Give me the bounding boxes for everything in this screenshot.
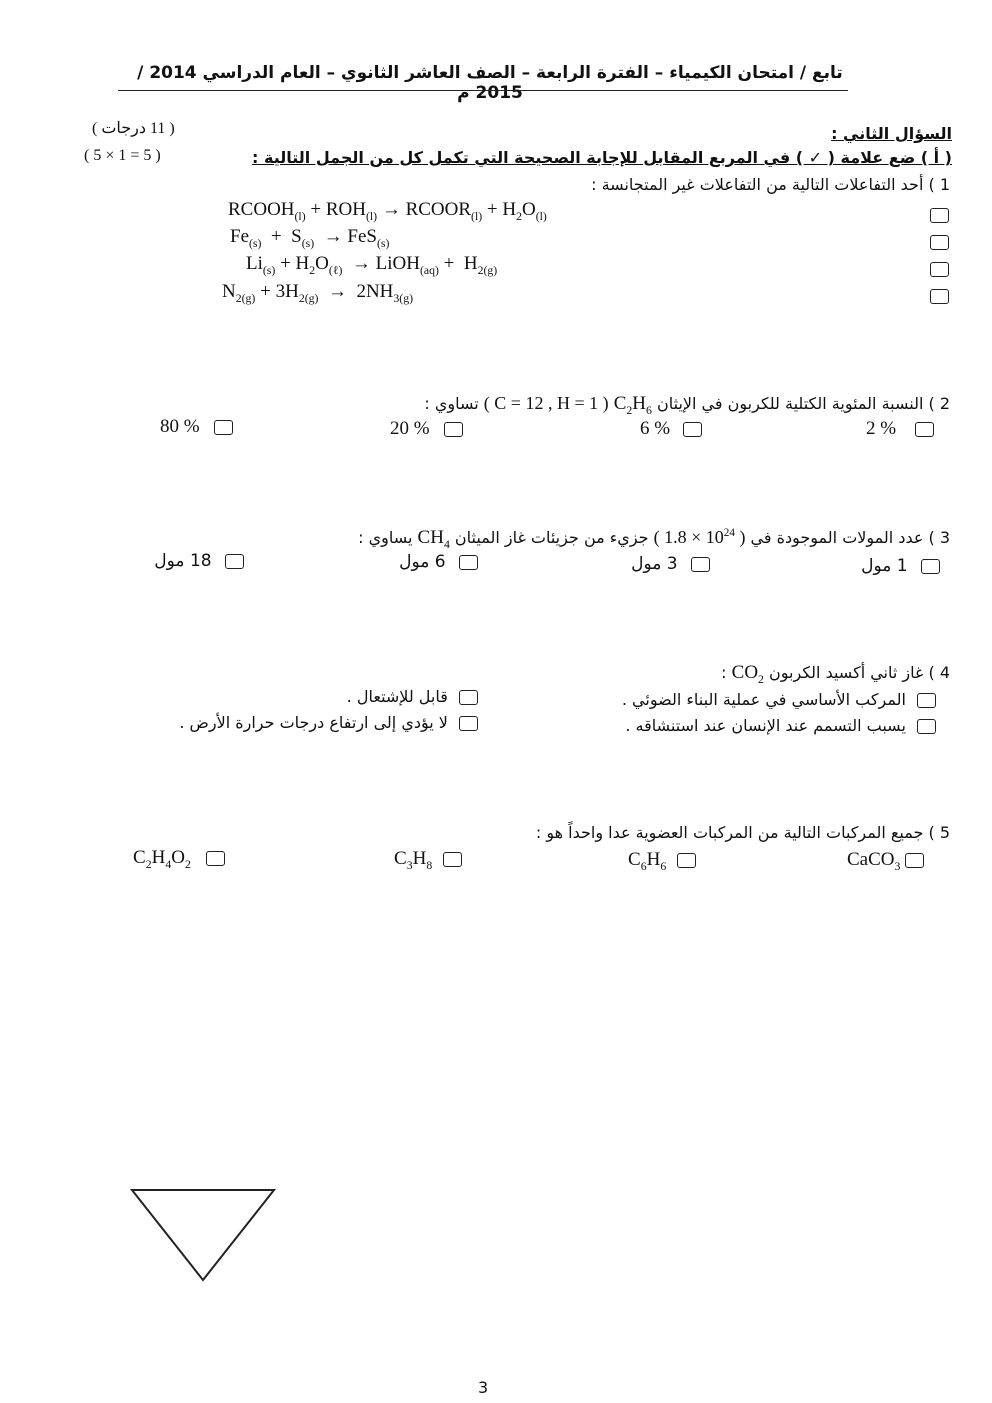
r1-plus-2: + (486, 199, 498, 220)
r2-state-1: (s) (249, 236, 262, 250)
q3-option-3-checkbox[interactable] (459, 555, 478, 570)
turn-page-triangle-icon (128, 1186, 278, 1286)
q4-option-1-label: المركب الأساسي في عملية البناء الضوئي . (621, 690, 906, 709)
q5-c2-c: H (646, 849, 661, 870)
q3-option-1-checkbox[interactable] (921, 559, 940, 574)
q5-c3-d: 8 (426, 858, 433, 872)
reaction-4 (222, 281, 413, 306)
q5-c2-d: 6 (660, 859, 667, 873)
q5-option-4-checkbox[interactable] (206, 851, 225, 866)
q4-option-3-label: يسبب التسمم عند الإنسان عند استنشاقه . (625, 716, 906, 735)
r1-state-2: (l) (365, 209, 378, 223)
r2-fe: Fe (230, 226, 249, 247)
r4-n-sub (236, 292, 256, 305)
q4-text (721, 662, 950, 687)
q2-condition: ( C = 12 , H = 1 ) (483, 393, 609, 413)
q1-text (591, 175, 950, 194)
q2-formula-h: H (632, 393, 646, 414)
r4-nh-sub (393, 292, 413, 305)
r3-plus-1: + (280, 253, 291, 274)
q5-c4-d: 4 (165, 857, 172, 871)
q3-quantity-base: ( 1.8 × 10 (653, 527, 724, 547)
q5-option-4-formula (133, 847, 191, 871)
section-a-marks: ( 5 × 1 = 5 ) (84, 147, 161, 164)
q2-number: 2 ) (928, 394, 950, 413)
r3-plus-2: + (443, 253, 455, 274)
r1-state-4: (l) (535, 209, 547, 223)
header-rule (118, 90, 848, 91)
q4-option-4-label: لا يؤدي إلى ارتفاع درجات حرارة الأرض . (179, 713, 448, 732)
q4-option-2-checkbox[interactable] (459, 690, 478, 705)
q5-option-3-checkbox[interactable] (443, 852, 462, 867)
q1-number: 1 ) (928, 175, 950, 194)
q3-option-4 (154, 551, 244, 571)
q5-option-1-checkbox[interactable] (905, 853, 924, 868)
r1-rcoor: RCOOR (405, 199, 472, 220)
q1-option-2-checkbox[interactable] (930, 235, 949, 250)
q5-option-1-formula (847, 849, 901, 873)
r2-state-3: (s) (376, 236, 390, 250)
r4-plus: + (260, 281, 271, 302)
r4-arrow: → (327, 281, 347, 302)
r3-lioh: LiOH (375, 253, 420, 274)
q2-option-2-label: 6 % (640, 418, 671, 439)
q2-text (424, 393, 950, 418)
q5-option-2-checkbox[interactable] (677, 853, 696, 868)
page-header: تابع / امتحان الكيمياء – الفترة الرابعة – الصف العاشر الثانوي – العام الدراسي 2014 / 2015 م (137, 63, 843, 103)
r3-arrow: → (351, 253, 371, 274)
r4-state-3: (g) (399, 291, 414, 305)
q2-stem-end: تساوي : (424, 394, 479, 413)
q2-option-2-checkbox[interactable] (683, 422, 702, 437)
q5-c4-e: O (171, 847, 185, 868)
q5-c4-b: 2 (145, 857, 152, 871)
r3-o: O (315, 253, 329, 274)
q3-methane-sub: 4 (443, 537, 450, 551)
r2-state-2: (s) (301, 236, 315, 250)
q3-stem-start: عدد المولات الموجودة في (750, 528, 924, 547)
q5-c4-c: H (151, 847, 166, 868)
q4-option-2 (347, 687, 478, 706)
r4-state-1: (g) (241, 291, 256, 305)
r4-h-sub-num: 2 (298, 291, 305, 305)
q3-option-4-checkbox[interactable] (225, 554, 244, 569)
q4-option-4-checkbox[interactable] (459, 716, 478, 731)
r1-arrow: → (381, 199, 401, 220)
q5-c3-a: C (394, 848, 407, 869)
r3-state-3: (aq) (419, 263, 439, 277)
q3-option-1 (861, 556, 940, 576)
section-a-instruction: ( أ ) ضع علامة ( ✓ ) في المربع المقابل للإجابة الصحيحة التي تكمل كل من الجمل التالية : (252, 148, 952, 167)
page-number: 3 (478, 1378, 489, 1397)
r4-h-sub (299, 292, 319, 305)
r1-roh: ROH (325, 199, 366, 220)
q3-quantity (654, 527, 746, 547)
q3-stem-end: يساوي : (358, 528, 413, 547)
q5-stem: جميع المركبات التالية من المركبات العضوية عدا واحداً هو : (535, 823, 924, 842)
q4-option-4 (179, 713, 478, 732)
q4-option-1 (622, 690, 936, 709)
q5-option-3-formula (394, 848, 433, 872)
q2-formula (613, 393, 652, 417)
q5-text (536, 823, 950, 842)
r3-h2-sub-num: 2 (477, 263, 484, 277)
q1-option-1-checkbox[interactable] (930, 208, 949, 223)
r3-h: H (295, 253, 310, 274)
q2-option-2 (640, 418, 702, 440)
q4-stem: غاز ثاني أكسيد الكربون (769, 663, 924, 682)
q3-option-2 (631, 554, 710, 574)
r3-state-4: (g) (483, 263, 498, 277)
r2-plus: + (270, 226, 282, 247)
q2-option-1-checkbox[interactable] (915, 422, 934, 437)
q5-option-4 (133, 847, 225, 872)
r3-h2: H (463, 253, 478, 274)
r4-state-2: (g) (304, 291, 319, 305)
r1-state-1: (l) (294, 209, 306, 223)
q5-c4-f: 2 (184, 857, 191, 871)
q4-option-1-checkbox[interactable] (917, 693, 936, 708)
q4-formula-sub: 2 (758, 672, 764, 686)
r4-nh-sub-num: 3 (393, 291, 400, 305)
q3-quantity-exp: 24 (723, 527, 735, 539)
r1-h: H (502, 199, 517, 220)
q2-formula-c: C (613, 393, 627, 414)
q5-option-3 (394, 848, 462, 873)
q3-methane-formula (417, 527, 450, 551)
r1-rcooh: RCOOH (228, 199, 295, 220)
q3-option-1-label: 1 مول (861, 556, 908, 576)
q5-c4-a: C (133, 847, 146, 868)
q4-formula-co: CO (731, 662, 759, 683)
q3-stem-mid: جزيء من جزيئات غاز الميثان (454, 528, 649, 547)
q1-option-4-checkbox[interactable] (930, 289, 949, 304)
q3-text (358, 527, 950, 552)
q3-methane-ch: CH (417, 527, 444, 548)
r4-2nh: 2NH (356, 281, 394, 302)
q2-formula-sub6: 6 (646, 403, 652, 417)
q3-quantity-close: ) (739, 527, 746, 547)
q2-option-3-checkbox[interactable] (444, 422, 463, 437)
q4-number: 4 ) (928, 663, 950, 682)
q4-option-2-label: قابل للإشتعال . (346, 687, 448, 706)
q5-c3-b: 3 (406, 858, 413, 872)
q5-c1-b: 3 (894, 859, 901, 873)
r1-state-3: (l) (471, 209, 483, 223)
q3-option-3-label: 6 مول (399, 552, 446, 572)
r1-plus-1: + (310, 199, 322, 220)
q4-formula (731, 662, 764, 686)
r2-arrow: → (323, 226, 343, 247)
q3-option-4-label: 18 مول (154, 551, 212, 571)
q5-option-2 (628, 849, 696, 874)
q4-option-3-checkbox[interactable] (917, 719, 936, 734)
q2-option-3 (390, 418, 463, 440)
q2-option-1 (866, 418, 934, 440)
r4-3h: 3H (275, 281, 299, 302)
q2-option-1-label: 2 % (866, 418, 897, 439)
r3-li: Li (246, 253, 263, 274)
reaction-3 (246, 253, 497, 278)
q2-option-3-label: 20 % (390, 418, 430, 439)
r3-state-2: (ℓ) (328, 263, 343, 277)
q5-number: 5 ) (928, 823, 950, 842)
q5-option-2-formula (628, 849, 667, 873)
q5-c3-c: H (412, 848, 427, 869)
q2-option-4-checkbox[interactable] (214, 420, 233, 435)
q1-stem: أحد التفاعلات التالية من التفاعلات غير المتجانسة : (591, 175, 924, 194)
r4-n-sub-num: 2 (235, 291, 242, 305)
r1-o: O (522, 199, 536, 220)
reaction-2 (230, 226, 389, 251)
total-marks: ( 11 درجات ) (92, 120, 175, 137)
q2-formula-sub2: 2 (626, 403, 633, 417)
q2-option-4 (160, 416, 233, 438)
q1-option-3-checkbox[interactable] (930, 262, 949, 277)
r2-s: S (291, 226, 302, 247)
q5-c1-a: CaCO (847, 849, 895, 870)
q3-option-2-checkbox[interactable] (691, 557, 710, 572)
q5-c2-a: C (628, 849, 641, 870)
q5-option-1 (847, 849, 924, 874)
q4-colon: : (721, 663, 727, 682)
q5-c2-b: 6 (640, 859, 647, 873)
q3-option-3 (399, 552, 478, 572)
r2-fes: FeS (347, 226, 377, 247)
q2-stem-start: النسبة المئوية الكتلية للكربون في الإيثان (656, 394, 924, 413)
r4-n: N (222, 281, 236, 302)
r1-h-sub: 2 (516, 209, 522, 223)
q3-number: 3 ) (928, 528, 950, 547)
q3-option-2-label: 3 مول (631, 554, 678, 574)
q2-option-4-label: 80 % (160, 416, 200, 437)
r3-h-sub: 2 (309, 263, 316, 277)
r3-state-1: (s) (262, 263, 276, 277)
reaction-1 (228, 199, 547, 224)
q4-option-3 (625, 716, 936, 735)
r3-h2-sub (478, 264, 498, 277)
question-title: السؤال الثاني : (831, 124, 952, 143)
